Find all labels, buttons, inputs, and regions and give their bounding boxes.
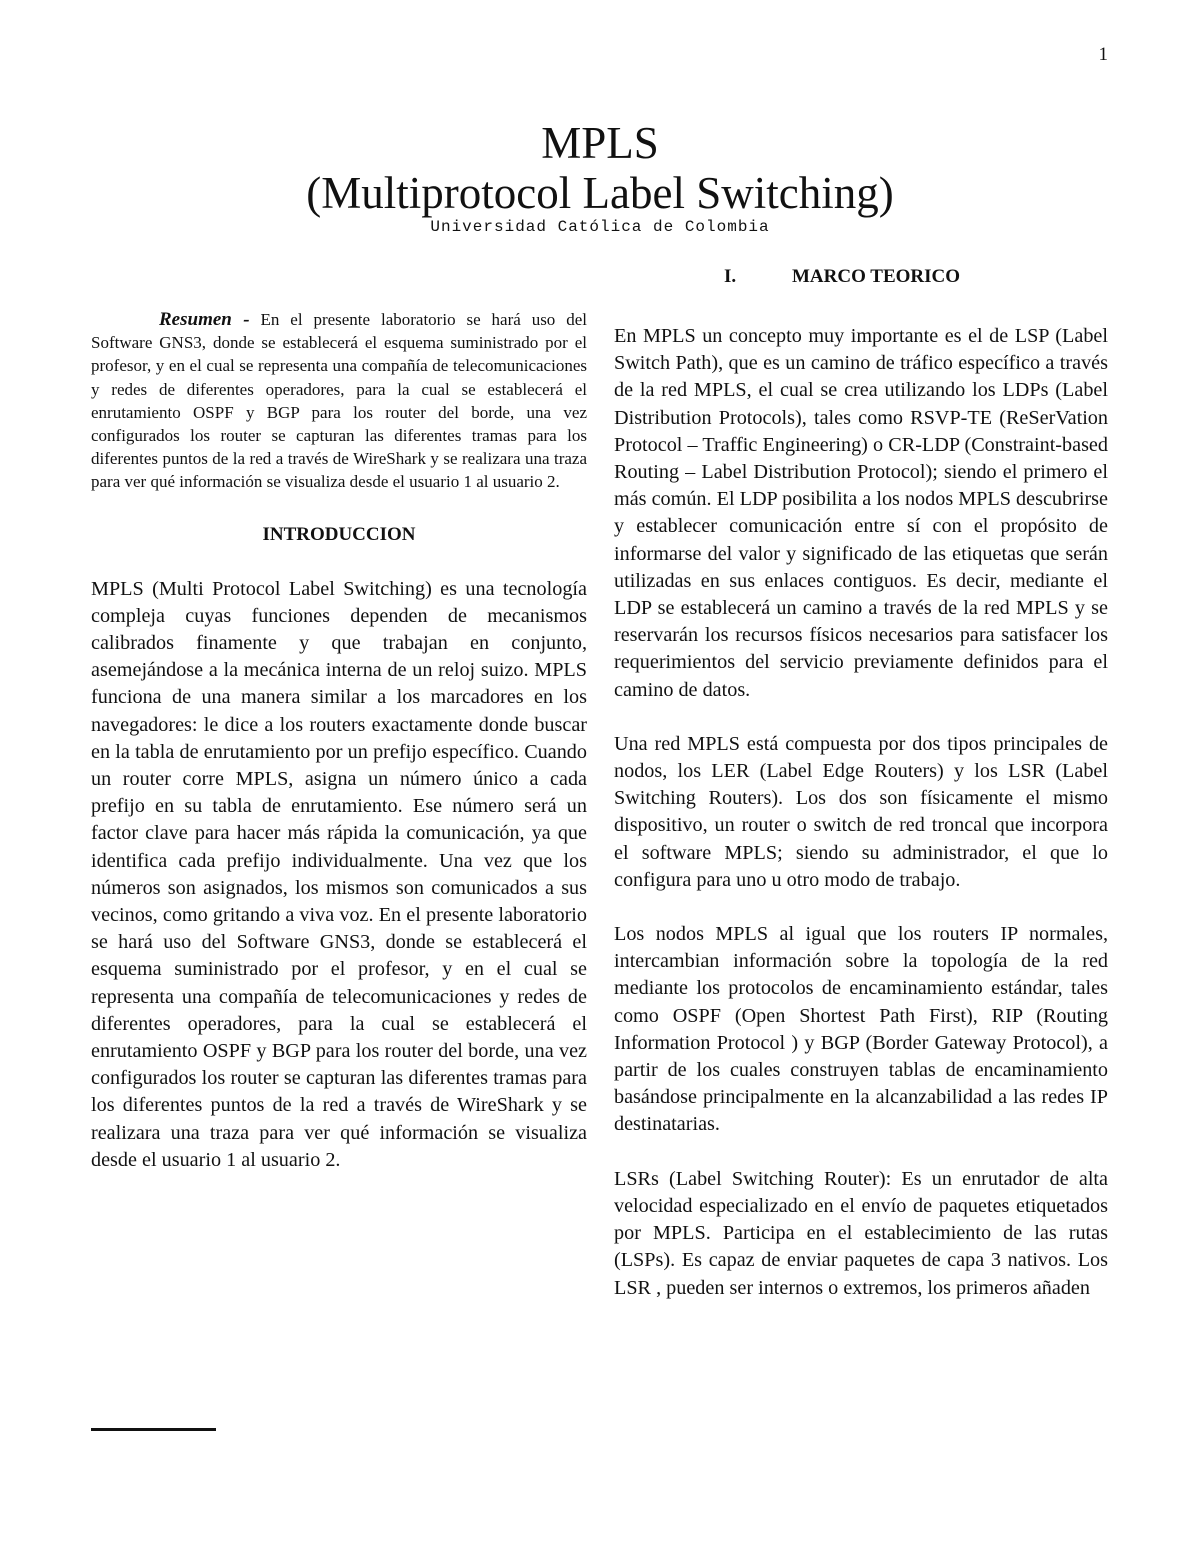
marco-paragraph-4: LSRs (Label Switching Router): Es un enrutador de alta velocidad especializado en el envío de paquetes etiquetados por MPLS. Participa en el establecimiento de las rutas (LSPs). Es capaz de enviar paquetes de capa 3 nativos. Los LSR , pueden ser internos o extremos, los primeros añaden <box>614 1167 1108 1299</box>
abstract <box>91 308 587 494</box>
marco-heading <box>614 266 1108 290</box>
abstract-label: Resumen - <box>159 309 250 330</box>
paper-subtitle: (Multiprotocol Label Switching) <box>306 168 894 218</box>
section-title: MARCO TEORICO <box>792 266 961 287</box>
title-block <box>0 118 1200 236</box>
introduction-heading: INTRODUCCION <box>262 523 416 545</box>
footnote-rule <box>91 1428 216 1431</box>
introduction-paragraph: MPLS (Multi Protocol Label Switching) es una tecnología compleja cuyas funciones dependen de mecanismos calibrados finamente y que trabajan en conjunto, asemejándose a la mecánica interna de un reloj suizo. MPLS funciona de una manera similar a los marcadores en los navegadores: le dice a los routers exactamente donde buscar en la tabla de enrutamiento por un prefijo específico. Cuando un router corre MPLS, asigna un número único a cada prefijo en su tabla de enrutamiento. Ese número será un factor clave para hacer más rápida la comunicación, ya que identifica cada prefijo individualmente. Una vez que los números son asignados, los mismos son comunicados a sus vecinos, como gritando a viva voz. En el presente laboratorio se hará uso del Software GNS3, donde se establecerá el esquema suministrado por el profesor, y en el cual se representa una compañía de telecomunicaciones y redes de diferentes operadores, para la cual se establecerá el enrutamiento OSPF y BGP para los router del borde, una vez configurados los router se capturan las diferentes tramas para los diferentes puntos de la red a través de WireShark y se realizara una traza para ver qué información se visualiza desde el usuario 1 al usuario 2. <box>91 577 587 1171</box>
section-number: I. <box>724 266 737 287</box>
marco-paragraph-1: En MPLS un concepto muy importante es el de LSP (Label Switch Path), que es un camino de tráfico específico a través de la red MPLS, el cual se crea utilizando los LDPs (Label Distribution Protocols), tales como RSVP-TE (ReSerVation Protocol – Traffic Engineering) o CR-LDP (Constraint-based Routing – Label Distribution Protocol); siendo el primero el más común. El LDP posibilita a los nodos MPLS descubrirse y establecer comunicación entre sí con el propósito de informarse del valor y significado de las etiquetas que serán utilizadas en sus enlaces contiguos. Es decir, mediante el LDP se establecerá un camino a través de la red MPLS y se reservarán los recursos físicos necesarios para satisfacer los requerimientos del servicio previamente definidos para el camino de datos. <box>614 325 1108 701</box>
right-column <box>614 262 1108 1329</box>
page-number: 1 <box>1098 44 1108 65</box>
abstract-text: En el presente laboratorio se hará uso del Software GNS3, donde se establecerá el esquema suministrado por el profesor, y en el cual se representa una compañía de telecomunicaciones y redes de diferentes operadores, para la cual se establecerá el enrutamiento OSPF y BGP para los router del borde, una vez configurados los router se capturan las diferentes tramas para los diferentes puntos de la red a través de WireShark y se realizara una traza para ver qué información se visualiza desde el usuario 1 al usuario 2. <box>91 310 587 492</box>
paper-title: MPLS <box>541 118 659 168</box>
marco-paragraph-2: Una red MPLS está compuesta por dos tipos principales de nodos, los LER (Label Edge Routers) y los LSR (Label Switching Routers). Los dos son físicamente el mismo dispositivo, un router o switch de red troncal que incorpora el software MPLS; siendo su administrador, el que lo configura para uno u otro modo de trabajo. <box>614 732 1108 891</box>
left-column <box>91 262 587 1201</box>
affiliation: Universidad Católica de Colombia <box>430 218 770 236</box>
marco-paragraph-3: Los nodos MPLS al igual que los routers IP normales, intercambian información sobre la topología de la red mediante los protocolos de encaminamiento estándar, tales como OSPF (Open Shortest Path First), RIP (Routing Information Protocol ) y BGP (Border Gateway Protocol), a partir de los cuales construyen tablas de encaminamiento basándose principalmente en la alcanzabilidad a las redes IP destinatarias. <box>614 923 1108 1136</box>
